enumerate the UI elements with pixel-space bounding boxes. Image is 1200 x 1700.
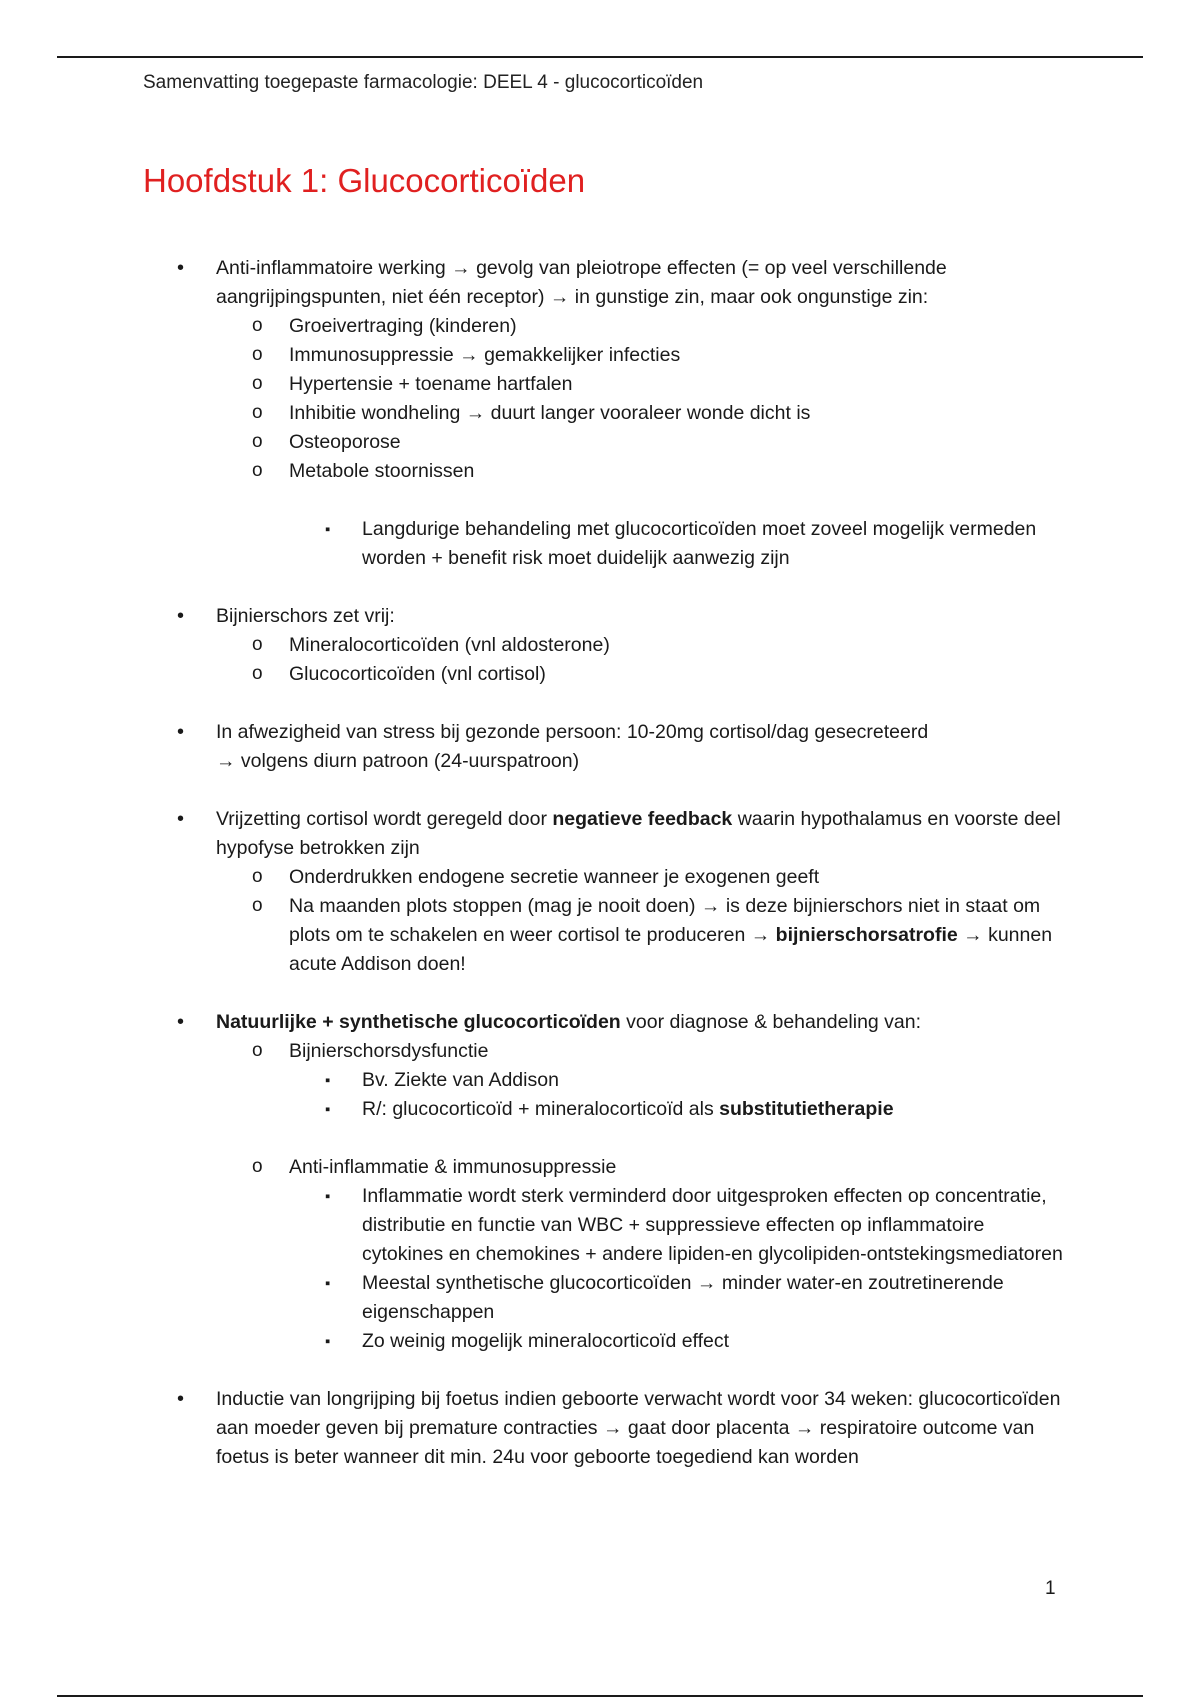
sub-sub-item: ▪ Inflammatie wordt sterk verminderd door uitgesproken effecten op concentratie, distributie en functie van WBC + suppressieve effecten op inflammatoire cytokines en chemokines + andere lipiden-en glycolipiden-ontstekingsmediatoren: [289, 1182, 1063, 1269]
sub-item: o Groeivertraging (kinderen): [216, 312, 1063, 341]
sub-item: [216, 892, 1063, 979]
bullet-text: Bijnierschors zet vrij:: [216, 605, 395, 627]
sub-list: [216, 312, 1063, 486]
bold-term: substitutietherapie: [719, 1098, 894, 1120]
sub-sub-item-text: R/: glucocorticoïd + mineralocorticoïd als: [362, 1098, 720, 1120]
sub-item: o Inhibitie wondheling → duurt langer vooraleer wonde dicht is: [216, 399, 1063, 428]
sub-item: o Mineralocorticoïden (vnl aldosterone): [216, 631, 1063, 660]
bullet-negative-feedback: [143, 805, 1063, 979]
main-bullet-list: [143, 254, 1063, 1472]
sub-sub-list: [289, 1066, 1063, 1124]
sub-item: o Metabole stoornissen: [216, 457, 1063, 486]
page-header: Samenvatting toegepaste farmacologie: DEEL 4 - glucocorticoïden: [143, 72, 704, 93]
sub-sub-item: [289, 1095, 1063, 1124]
bold-term: Natuurlijke + synthetische glucocorticoïden: [216, 1011, 621, 1033]
bullet-natural-synthetic: [143, 1008, 1063, 1356]
bottom-rule: [57, 1695, 1143, 1697]
chapter-title: Hoofdstuk 1: Glucocorticoïden: [143, 162, 586, 199]
sub-item: o Glucocorticoïden (vnl cortisol): [216, 660, 1063, 689]
sub-sub-list: [289, 1182, 1063, 1356]
sub-item: o Onderdrukken endogene secretie wanneer je exogenen geeft: [216, 863, 1063, 892]
page-number: 1: [1045, 1578, 1056, 1599]
bullet-text: waarin hypothalamus en voorste deel hypofyse betrokken zijn: [216, 808, 1061, 859]
sub-item-text: Anti-inflammatie & immunosuppressie: [289, 1156, 617, 1178]
note-list: [289, 515, 1063, 573]
sub-sub-item: ▪ Meestal synthetische glucocorticoïden → minder water-en zoutretinerende eigenschappen: [289, 1269, 1063, 1327]
bullet-text: Inductie van longrijping bij foetus indien geboorte verwacht wordt voor 34 weken: glucocorticoïden aan moeder geven bij premature contracties → gaat door placenta → respiratoire outcome van foetus is beter wanneer dit min. 24u voor geboorte toegediend kan worden: [216, 1388, 1061, 1468]
bullet-adrenal-cortex: [143, 602, 1063, 689]
sub-item: o Immunosuppressie → gemakkelijker infecties: [216, 341, 1063, 370]
sub-list: [216, 1037, 1063, 1356]
sub-item: [216, 1153, 1063, 1356]
bold-term: bijnierschorsatrofie: [775, 924, 958, 946]
sub-item-text: Na maanden plots stoppen (mag je nooit doen) → is deze bijnierschors niet in staat om plots om te schakelen en weer cortisol te produceren →: [289, 895, 1041, 946]
bullet-anti-inflammatory: [143, 254, 1063, 573]
sub-item: [216, 1037, 1063, 1124]
note-item: ▪ Langdurige behandeling met glucocorticoïden moet zoveel mogelijk vermeden worden + benefit risk moet duidelijk aanwezig zijn: [289, 515, 1063, 573]
bold-term: negatieve feedback: [552, 808, 733, 830]
sub-list: [216, 631, 1063, 689]
sub-item-text: Bijnierschorsdysfunctie: [289, 1040, 489, 1062]
bullet-cortisol-secretion: [143, 718, 1063, 776]
bullet-lung-maturation: [143, 1385, 1063, 1472]
bullet-text-continued: → volgens diurn patroon (24-uurspatroon): [216, 750, 580, 772]
bullet-text: Anti-inflammatoire werking → gevolg van pleiotrope effecten (= op veel verschillende aangrijpingspunten, niet één receptor) → in gunstige zin, maar ook ongunstige zin:: [216, 257, 947, 308]
sub-item-text: → kunnen acute Addison doen!: [289, 924, 1053, 975]
sub-sub-item: ▪ Bv. Ziekte van Addison: [289, 1066, 1063, 1095]
sub-item: o Hypertensie + toename hartfalen: [216, 370, 1063, 399]
sub-list: [216, 863, 1063, 979]
bullet-text: • In afwezigheid van stress bij gezonde persoon: 10-20mg cortisol/dag gesecreteerd: [216, 721, 929, 743]
top-rule: [57, 56, 1143, 58]
sub-sub-item: ▪ Zo weinig mogelijk mineralocorticoïd effect: [289, 1327, 1063, 1356]
document-body: [143, 254, 1063, 1501]
bullet-text: voor diagnose & behandeling van:: [620, 1011, 922, 1033]
sub-item: o Osteoporose: [216, 428, 1063, 457]
bullet-text: Vrijzetting cortisol wordt geregeld door: [216, 808, 553, 830]
